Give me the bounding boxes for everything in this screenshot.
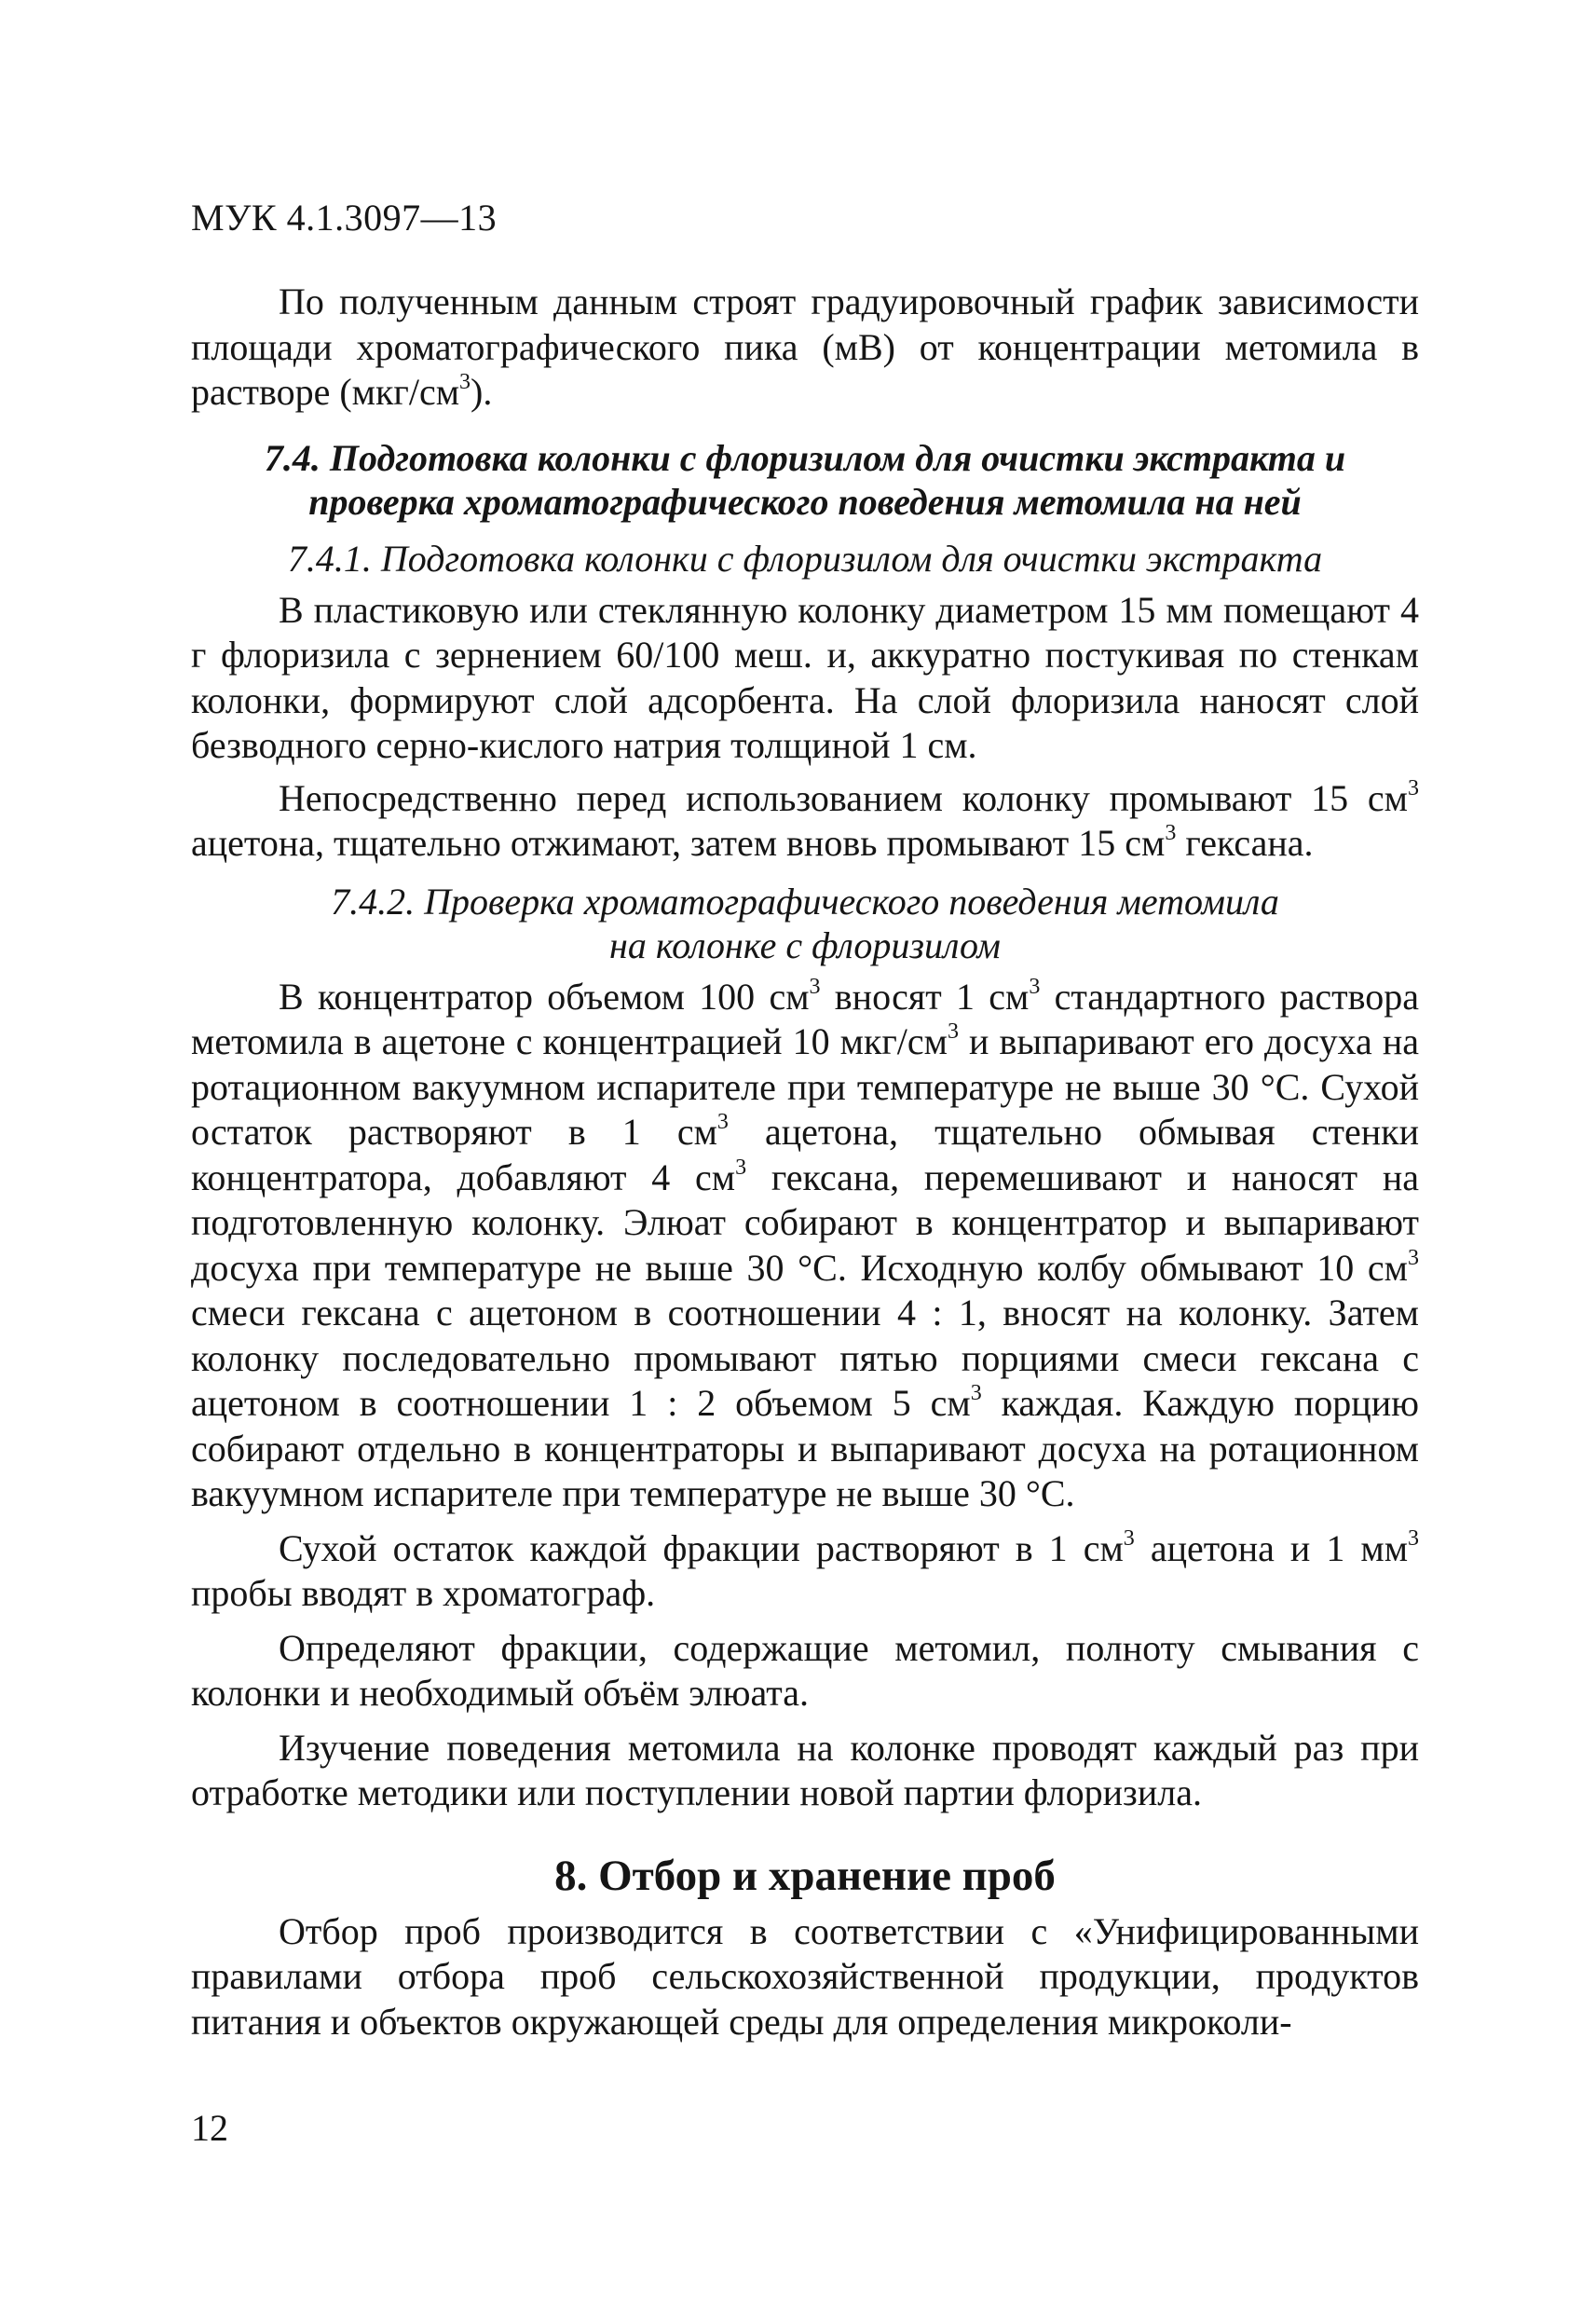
superscript-cube: 3 bbox=[459, 370, 471, 394]
subsection-heading-7-4-2-line-1: 7.4.2. Проверка хроматографического поведения метомила bbox=[331, 880, 1279, 923]
superscript-cube: 3 bbox=[1165, 821, 1177, 845]
section-heading-7-4 bbox=[191, 436, 1419, 524]
subsection-heading-7-4-2 bbox=[191, 880, 1419, 967]
paragraph-sampling-rules: Отбор проб производится в соответствии с «Унифицированными правилами отбора проб сельскохозяйственной продукции, продуктов питания и объектов окружающей среды для определения микроколи- bbox=[191, 1909, 1419, 2043]
paragraph-fraction-determination: Определяют фракции, содержащие метомил, полноту смывания с колонки и необходимый объём элюата. bbox=[191, 1626, 1419, 1714]
superscript-cube: 3 bbox=[735, 1155, 747, 1180]
subsection-heading-7-4-1: 7.4.1. Подготовка колонки с флоризилом для очистки экстракта bbox=[287, 537, 1323, 580]
superscript-cube: 3 bbox=[1408, 1525, 1420, 1551]
paragraph-behaviour-study: Изучение поведения метомила на колонке проводят каждый раз при отработке методики или поступлении новой партии флоризила. bbox=[191, 1726, 1419, 1813]
superscript-cube: 3 bbox=[1408, 775, 1419, 800]
document-code: МУК 4.1.3097—13 bbox=[191, 197, 498, 239]
section-heading-8: 8. Отбор и хранение проб bbox=[554, 1851, 1056, 1900]
paragraph-column-washing: Непосредственно перед использованием колонку промывают 15 $см^3$ ацетона, тщательно отжимают, затем вновь промывают 15 $см^3$ гексана. bbox=[191, 775, 1419, 864]
superscript-cube: 3 bbox=[1029, 974, 1041, 999]
page-content bbox=[191, 280, 1419, 2044]
superscript-cube: 3 bbox=[809, 974, 821, 999]
paragraph-chromatographic-check: В концентратор объемом 100 $см^3$ вносят 1 $см^3$ стандартного раствора метомила в ацетоне с концентрацией 10 мкг/$см^3$ и выпаривают его досуха на ротационном вакуумном испарителе при температуре не выше 30 °С. Сухой остаток растворяют в 1 $см^3$ ацетона, тщательно обмывая стенки концентратора, добавляют 4 $см^3$ гексана, перемешивают и наносят на подготовленную колонку. Элюат собирают в концентратор и выпаривают досуха при температуре не выше 30 °С. Исходную колбу обмывают 10 $см^3$ смеси гексана с ацетоном в соотношении 4 : 1, вносят на колонку. Затем колонку последовательно промывают пятью порциями смеси гексана с ацетоном в соотношении 1 : 2 объемом 5 $см^3$ каждая. Каждую порцию собирают отдельно в концентраторы и выпаривают досуха на ротационном вакуумном испарителе при температуре не выше 30 °С. bbox=[191, 974, 1420, 1514]
superscript-cube: 3 bbox=[716, 1110, 729, 1134]
paragraph-fraction-dissolving: Сухой остаток каждой фракции растворяют в 1 $см^3$ ацетона и 1 $мм^3$ пробы вводят в хроматограф. bbox=[191, 1525, 1420, 1614]
page-number: 12 bbox=[191, 2107, 228, 2149]
section-heading-7-4-line-1: 7.4. Подготовка колонки с флоризилом для очистки экстракта и bbox=[264, 436, 1346, 479]
superscript-cube: 3 bbox=[1123, 1525, 1135, 1551]
section-heading-7-4-line-2: проверка хроматографического поведения метомила на ней bbox=[308, 480, 1302, 523]
superscript-cube: 3 bbox=[948, 1019, 959, 1044]
paragraph-calibration-graph: По полученным данным строят градуировочный график зависимости площади хроматографического пика (мВ) от концентрации метомила в растворе $(мкг/см^3)$. bbox=[191, 280, 1419, 413]
superscript-cube: 3 bbox=[1408, 1245, 1419, 1270]
paragraph-column-preparation: В пластиковую или стеклянную колонку диаметром 15 мм помещают 4 г флоризила с зернением 60/100 меш. и, аккуратно постукивая по стенкам колонки, формируют слой адсорбента. На слой флоризила наносят слой безводного серно-кислого натрия толщиной 1 см. bbox=[191, 588, 1419, 766]
superscript-cube: 3 bbox=[970, 1381, 982, 1405]
subsection-heading-7-4-2-line-2: на колонке с флоризилом bbox=[609, 923, 1001, 966]
